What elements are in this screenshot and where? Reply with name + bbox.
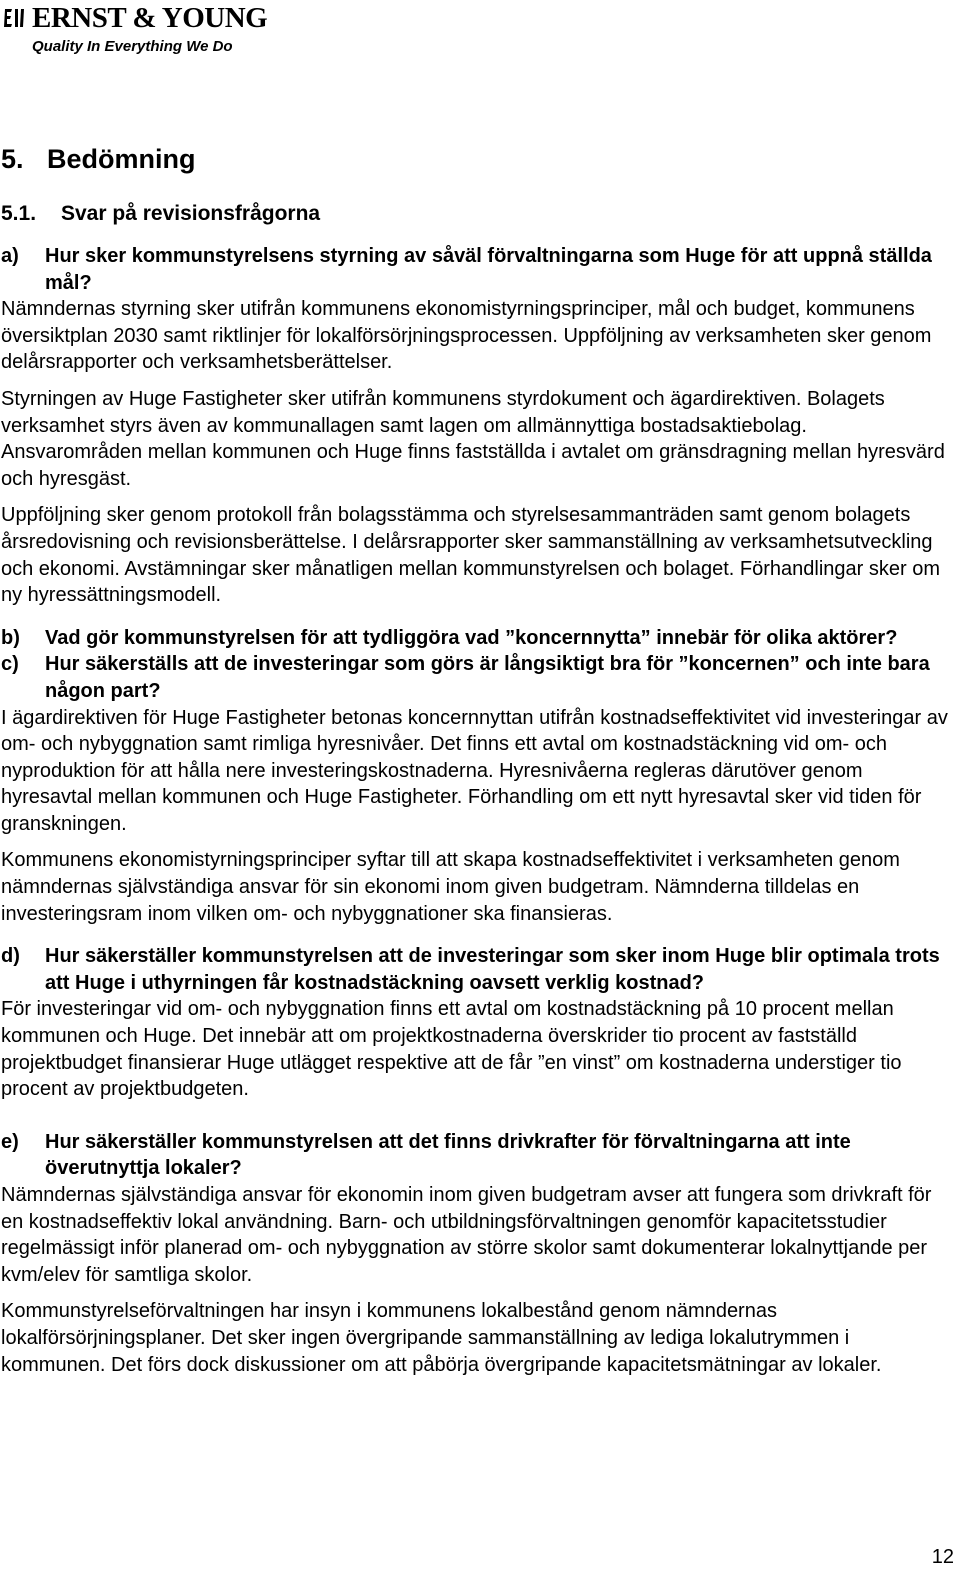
question-letter: a) <box>1 245 19 267</box>
page-number: 12 <box>931 1546 954 1568</box>
section-title: Bedömning <box>47 144 196 174</box>
question-letter: c) <box>1 653 19 676</box>
subsection-heading <box>1 201 951 227</box>
question-c <box>1 651 951 704</box>
subsection-number: 5.1. <box>1 202 37 225</box>
question-text: Hur säkerställs att de investeringar som görs är långsiktigt bra för ”koncernen” och inte bara någon part? <box>45 653 930 702</box>
question-letter: d) <box>1 945 20 968</box>
company-logo <box>2 2 268 58</box>
question-text: Hur säkerställer kommunstyrelsen att det finns drivkrafter för förvaltningarna att inte överutnyttja lokaler? <box>45 1130 851 1180</box>
ey-logo-icon <box>2 6 28 30</box>
document-body <box>1 143 951 1378</box>
paragraph: Kommunens ekonomistyrningsprinciper syftar till att skapa kostnadseffektivitet i verksamheten genom nämndernas självständiga ansvar för sin ekonomi inom given budgetram. Nämnderna tilldelas en investeringsram inom vilken om- och nybyggnationer ska finansieras. <box>1 849 900 925</box>
question-d <box>1 943 951 996</box>
paragraph: Kommunstyrelseförvaltningen har insyn i kommunens lokalbestånd genom nämndernas lokalförsörjningsplaner. Det sker ingen övergripande sammanställning av lediga lokalutrymmen i kommunen. Det förs dock diskussioner om att påbörja övergripande kapacitetsmätningar av lokaler. <box>1 1300 882 1376</box>
section-number: 5. <box>1 144 24 174</box>
question-text: Hur säkerställer kommunstyrelsen att de investeringar som sker inom Huge blir optimala trots att Huge i uthyrningen får kostnadstäckning oavsett verklig kostnad? <box>45 945 940 994</box>
paragraph: För investeringar vid om- och nybyggnation finns ett avtal om kostnadstäckning på 10 procent mellan kommunen och Huge. Det innebär att om projektkostnaderna överskrider tio procent av fastställd projektbudget finansierar Huge utlägget respektive att de får ”en vinst” om kostnaderna understiger tio procent av projektbudgeten. <box>1 998 902 1101</box>
question-letter: e) <box>1 1130 19 1153</box>
paragraph: Uppföljning sker genom protokoll från bolagsstämma och styrelsesammanträden samt genom bolagets årsredovisning och revisionsberättelse. I delårsrapporter sker sammanställning av verksamhetsutveckling och ekonomi. Avstämningar sker månatligen mellan kommunstyrelsen och bolaget. Förhandlingar sker om ny hyressättningsmodell. <box>1 504 940 607</box>
question-a <box>1 243 951 296</box>
question-text: Hur sker kommunstyrelsens styrning av såväl förvaltningarna som Huge för att uppnå ställda mål? <box>45 245 932 294</box>
paragraph: Nämndernas självständiga ansvar för ekonomin inom given budgetram avser att fungera som drivkraft för en kostnadseffektiv lokal användning. Barn- och utbildningsförvaltningen genomför kapacitetsstudier regelmässigt inför planerad om- och nybyggnation av större skolor samt dokumenterar lokalnyttjande per kvm/elev för samtliga skolor. <box>1 1184 932 1286</box>
question-text: Vad gör kommunstyrelsen för att tydliggöra vad ”koncernnytta” innebär för olika aktörer? <box>45 626 898 649</box>
subsection-title: Svar på revisionsfrågorna <box>61 202 321 225</box>
question-e <box>1 1129 951 1182</box>
brand-tagline: Quality In Everything We Do <box>32 38 233 55</box>
section-heading <box>1 143 951 175</box>
paragraph: Styrningen av Huge Fastigheter sker utifrån kommunens styrdokument och ägardirektiven. Bolagets verksamhet styrs även av kommunallagen samt lagen om allmännyttiga bostadsaktiebolag. Ansvarområden mellan kommunen och Huge finns fastställda i avtalet om gränsdragning mellan hyresvärd och hyresgäst. <box>1 387 945 490</box>
brand-name: ERNST & YOUNG <box>32 2 268 34</box>
question-letter: b) <box>1 626 20 649</box>
paragraph: Nämndernas styrning sker utifrån kommunens ekonomistyrningsprinciper, mål och budget, kommunens översiktplan 2030 samt riktlinjer för lokalförsörjningsprocessen. Uppföljning av verksamheten sker genom delårsrapporter och verksamhetsberättelser. <box>1 298 932 374</box>
question-b <box>1 625 951 652</box>
paragraph: I ägardirektiven för Huge Fastigheter betonas koncernnyttan utifrån kostnadseffektivitet vid investeringar av om- och nybyggnation samt rimliga hyresnivåer. Det finns ett avtal om kostnadstäckning vid om- och nyproduktion för att hålla nere investeringskostnaderna. Hyresnivåerna regleras därutöver genom hyresavtal mellan kommunen och Huge Fastigheter. Förhandling om ett nytt hyresavtal sker vid tiden för granskningen. <box>1 706 948 835</box>
